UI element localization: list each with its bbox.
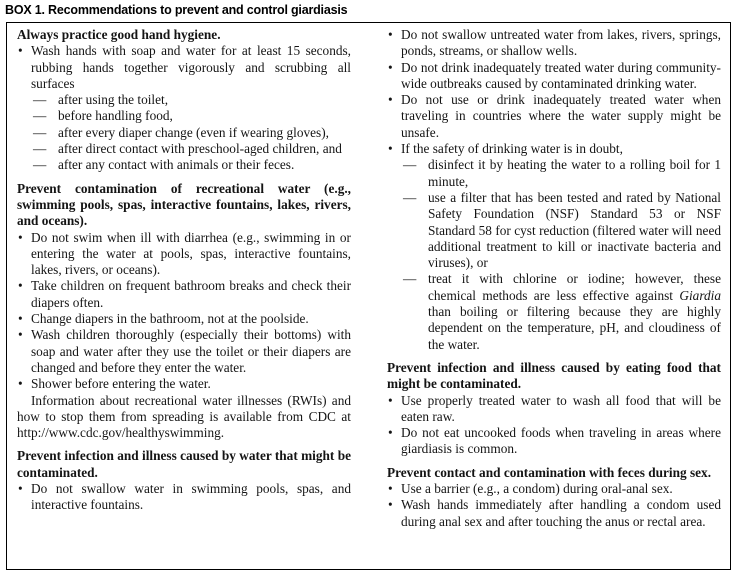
sub-list-item-text: use a filter that has been tested and rated by National Safety Foundation (NSF) Standard 53 or NSF Standard 58 for cyst reduction (filtered water will need additional treatment to kill or inactivate bacteria and viruses), or bbox=[428, 189, 721, 271]
list-item bbox=[17, 327, 351, 376]
list-item bbox=[17, 278, 351, 311]
list-item bbox=[387, 27, 721, 60]
left-column bbox=[17, 27, 351, 530]
list-item bbox=[17, 230, 351, 279]
bullet-marker: • bbox=[18, 327, 23, 343]
bullet-marker: • bbox=[18, 481, 23, 497]
list-item bbox=[17, 43, 351, 92]
dash-marker: — bbox=[33, 108, 47, 124]
section-heading: Prevent contamination of recreational water (e.g., swimming pools, spas, interactive fountains, lakes, rivers, and oceans). bbox=[17, 180, 351, 229]
list-item bbox=[387, 497, 721, 530]
sub-list-item bbox=[387, 271, 721, 352]
bullet-marker: • bbox=[388, 141, 393, 157]
list-item-text: Use a barrier (e.g., a condom) during oral-anal sex. bbox=[401, 481, 673, 497]
sub-list-item bbox=[17, 125, 351, 141]
list-item-text: Do not drink inadequately treated water during community-wide outbreaks caused by contaminated drinking water. bbox=[401, 59, 721, 91]
dash-marker: — bbox=[33, 92, 47, 108]
sub-list-item-text: disinfect it by heating the water to a rolling boil for 1 minute, bbox=[428, 157, 721, 189]
section-hand-hygiene bbox=[17, 27, 351, 174]
list-item bbox=[17, 311, 351, 327]
sub-list-item-text: after using the toilet, bbox=[58, 92, 169, 108]
list-item bbox=[17, 481, 351, 514]
bullet-marker: • bbox=[388, 425, 393, 441]
recommendations-box bbox=[6, 22, 731, 570]
list-item-text: Do not use or drink inadequately treated water when traveling in countries where the water supply might be unsafe. bbox=[401, 92, 721, 140]
bullet-marker: • bbox=[18, 311, 23, 327]
dash-marker: — bbox=[33, 157, 47, 173]
text-before-italic: treat it with chlorine or iodine; however, these chemical methods are less effective against bbox=[428, 271, 721, 303]
list-item-text: If the safety of drinking water is in doubt, bbox=[401, 141, 623, 157]
section-contaminated-food bbox=[387, 360, 721, 458]
dash-marker: — bbox=[403, 189, 417, 205]
section-heading: Always practice good hand hygiene. bbox=[17, 27, 221, 42]
list-item-text: Shower before entering the water. bbox=[31, 376, 211, 392]
sub-list-item-text: after any contact with animals or their feces. bbox=[58, 157, 295, 173]
box-title: BOX 1. Recommendations to prevent and control giardiasis bbox=[5, 3, 348, 17]
bullet-marker: • bbox=[388, 392, 393, 408]
sub-list-item-text bbox=[428, 271, 721, 351]
dash-marker: — bbox=[403, 271, 417, 287]
bullet-marker: • bbox=[388, 92, 393, 108]
dash-marker: — bbox=[33, 141, 47, 157]
sub-list-item bbox=[17, 157, 351, 173]
list-item-text: Do not swallow water in swimming pools, spas, and interactive fountains. bbox=[31, 481, 351, 513]
section-heading: Prevent infection and illness caused by eating food that might be contaminated. bbox=[387, 359, 721, 392]
bullet-marker: • bbox=[18, 278, 23, 294]
list-item-text: Wash children thoroughly (especially their bottoms) with soap and water after they use the toilet or their diapers are changed and before they enter the water. bbox=[31, 327, 351, 375]
list-item-text: Change diapers in the bathroom, not at the poolside. bbox=[31, 311, 309, 327]
sub-list-item-text: before handling food, bbox=[58, 108, 173, 124]
sub-list-item bbox=[17, 108, 351, 124]
sub-list-item bbox=[387, 190, 721, 271]
sub-list-item-text: after direct contact with preschool-aged children, and bbox=[58, 141, 342, 157]
section-heading: Prevent contact and contamination with feces during sex. bbox=[387, 464, 712, 480]
dash-marker: — bbox=[403, 157, 417, 173]
list-item-text: Wash hands immediately after handling a condom used during anal sex and after touching the anus or rectal area. bbox=[401, 497, 721, 529]
list-item bbox=[387, 393, 721, 426]
list-item bbox=[387, 60, 721, 93]
list-item bbox=[387, 141, 721, 157]
right-column bbox=[387, 27, 721, 530]
sub-list-item bbox=[17, 92, 351, 108]
bullet-marker: • bbox=[388, 59, 393, 75]
sub-list-item bbox=[17, 141, 351, 157]
text-after-italic: than boiling or filtering because they are highly dependent on the temperature, pH, and cloudiness of the water. bbox=[428, 304, 721, 352]
list-item-text: Do not swim when ill with diarrhea (e.g., swimming in or entering the water at pools, spas, interactive fountains, lakes, rivers, or oceans). bbox=[31, 229, 351, 278]
list-item bbox=[387, 92, 721, 141]
section-recreational-water bbox=[17, 181, 351, 442]
sub-list-item bbox=[387, 157, 721, 190]
italic-giardia: Giardia bbox=[679, 287, 721, 303]
list-item-text: Take children on frequent bathroom breaks and check their diapers often. bbox=[31, 278, 351, 310]
list-item-text: Use properly treated water to wash all food that will be eaten raw. bbox=[401, 392, 721, 424]
section-heading: Prevent infection and illness caused by water that might be contaminated. bbox=[17, 448, 351, 480]
info-paragraph: Information about recreational water illnesses (RWIs) and how to stop them from spreading is available from CDC at http://www.cdc.gov/healthyswimming. bbox=[17, 392, 351, 441]
list-item bbox=[387, 481, 721, 497]
bullet-marker: • bbox=[388, 27, 393, 42]
list-item-text: Do not swallow untreated water from lakes, rivers, springs, ponds, streams, or shallow wells. bbox=[401, 27, 721, 59]
section-contaminated-water bbox=[17, 448, 351, 513]
bullet-marker: • bbox=[18, 376, 23, 392]
bullet-marker: • bbox=[388, 481, 393, 497]
list-item-text: Wash hands with soap and water for at least 15 seconds, rubbing hands together vigorously and scrubbing all surfaces bbox=[31, 43, 351, 91]
sub-list-item-text: after every diaper change (even if wearing gloves), bbox=[58, 124, 329, 140]
list-item bbox=[17, 376, 351, 392]
list-item bbox=[387, 425, 721, 458]
dash-marker: — bbox=[33, 124, 47, 140]
bullet-marker: • bbox=[18, 229, 23, 245]
two-column-layout bbox=[17, 27, 721, 530]
bullet-marker: • bbox=[388, 497, 393, 513]
bullet-marker: • bbox=[18, 43, 23, 59]
section-contaminated-water-continued bbox=[387, 27, 721, 353]
list-item-text: Do not eat uncooked foods when traveling in areas where giardiasis is common. bbox=[401, 425, 721, 457]
section-feces-during-sex bbox=[387, 465, 721, 530]
